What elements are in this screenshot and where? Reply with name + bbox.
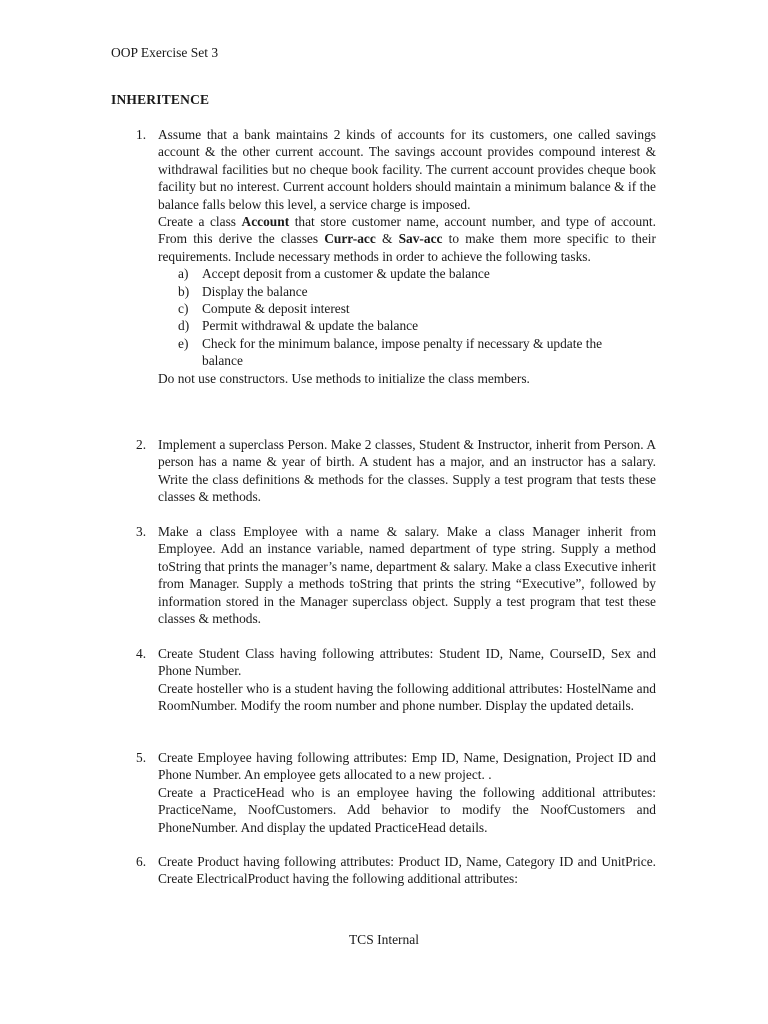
page-header: OOP Exercise Set 3	[111, 45, 219, 60]
text-run: that store customer name, account number, and type of account. From this derive the classes	[158, 214, 656, 247]
question-4	[111, 645, 656, 715]
class-name-curr-acc: Curr-acc	[324, 231, 376, 247]
task-item	[178, 317, 656, 334]
question-4-paragraph-1: Create Student Class having following attributes: Student ID, Name, CourseID, Sex and Phone Number.	[158, 646, 656, 679]
text-run: to make them more specific to their requirements. Include necessary methods in order to achieve the following tasks.	[158, 231, 656, 264]
question-number: 2.	[136, 437, 147, 452]
task-text: Accept deposit from a customer & update the balance	[202, 266, 490, 282]
task-text: Permit withdrawal & update the balance	[202, 318, 419, 334]
question-1-paragraph-3: Do not use constructors. Use methods to initialize the class members.	[158, 370, 530, 386]
question-number: 1.	[136, 127, 147, 142]
page-footer: TCS Internal	[348, 932, 420, 947]
class-name-account: Account	[241, 214, 290, 230]
question-4-paragraph-2: Create hosteller who is a student having the following additional attributes: HostelName and RoomNumber. Modify the room number and phone number. Display the updated details.	[158, 680, 656, 714]
question-number: 5.	[136, 750, 147, 765]
question-5-paragraph-1: Create Employee having following attributes: Emp ID, Name, Designation, Project ID and Phone Number. An employee gets allocated to a new project. .	[158, 750, 656, 783]
task-text: Check for the minimum balance, impose penalty if necessary & update the balance	[202, 335, 603, 369]
task-item	[178, 335, 656, 370]
task-text: Compute & deposit interest	[202, 301, 350, 317]
question-5-paragraph-2: Create a PracticeHead who is an employee having the following additional attributes: PracticeName, NoofCustomers. Add behavior to modify the NoofCustomers and PhoneNumber. And display the updated PracticeHead details.	[158, 784, 656, 835]
question-number: 4.	[136, 646, 147, 661]
question-number: 6.	[136, 854, 147, 869]
task-item	[178, 265, 656, 282]
task-item	[178, 300, 656, 317]
task-label: a)	[178, 266, 189, 282]
question-1	[111, 126, 656, 387]
question-6-paragraph-1: Create Product having following attributes: Product ID, Name, Category ID and UnitPrice. Create ElectricalProduct having the following additional attributes:	[158, 854, 656, 887]
question-number: 3.	[136, 524, 147, 539]
question-2-paragraph-1: Implement a superclass Person. Make 2 classes, Student & Instructor, inherit from Person. A person has a name & year of birth. A student has a major, and an instructor has a salary. Write the class definitions & methods for the classes. Supply a test program that tests these classes & methods.	[158, 437, 656, 505]
question-2	[111, 436, 656, 506]
text-run: &	[375, 231, 399, 247]
task-label: d)	[178, 318, 190, 334]
class-name-sav-acc: Sav-acc	[398, 231, 443, 247]
task-label: c)	[178, 301, 189, 317]
question-3	[111, 523, 656, 627]
task-item	[178, 283, 656, 300]
task-label: b)	[178, 283, 190, 299]
question-1-paragraph-1: Assume that a bank maintains 2 kinds of accounts for its customers, one called savings account & the other current account. The savings account provides compound interest & withdrawal facilities but no cheque book facility. The current account provides cheque book facility but no interest. Current account holders should maintain a minimum balance & if the balance falls below this level, a service charge is imposed.	[158, 127, 656, 212]
question-3-paragraph-1: Make a class Employee with a name & salary. Make a class Manager inherit from Employee. Add an instance variable, named department of type string. Supply a method toString that prints the manager’s name, department & salary. Make a class Executive inherit from Manager. Supply a methods toString that prints the string “Executive”, followed by information stored in the Manager superclass object. Supply a test program that test these classes & methods.	[158, 524, 656, 627]
task-list	[158, 265, 656, 369]
section-title: INHERITENCE	[111, 92, 210, 107]
question-5	[111, 749, 656, 836]
text-run: Create a class	[158, 214, 242, 230]
task-text: Display the balance	[202, 283, 308, 299]
task-label: e)	[178, 335, 189, 351]
question-6	[111, 853, 656, 888]
question-1-paragraph-2	[158, 213, 656, 265]
